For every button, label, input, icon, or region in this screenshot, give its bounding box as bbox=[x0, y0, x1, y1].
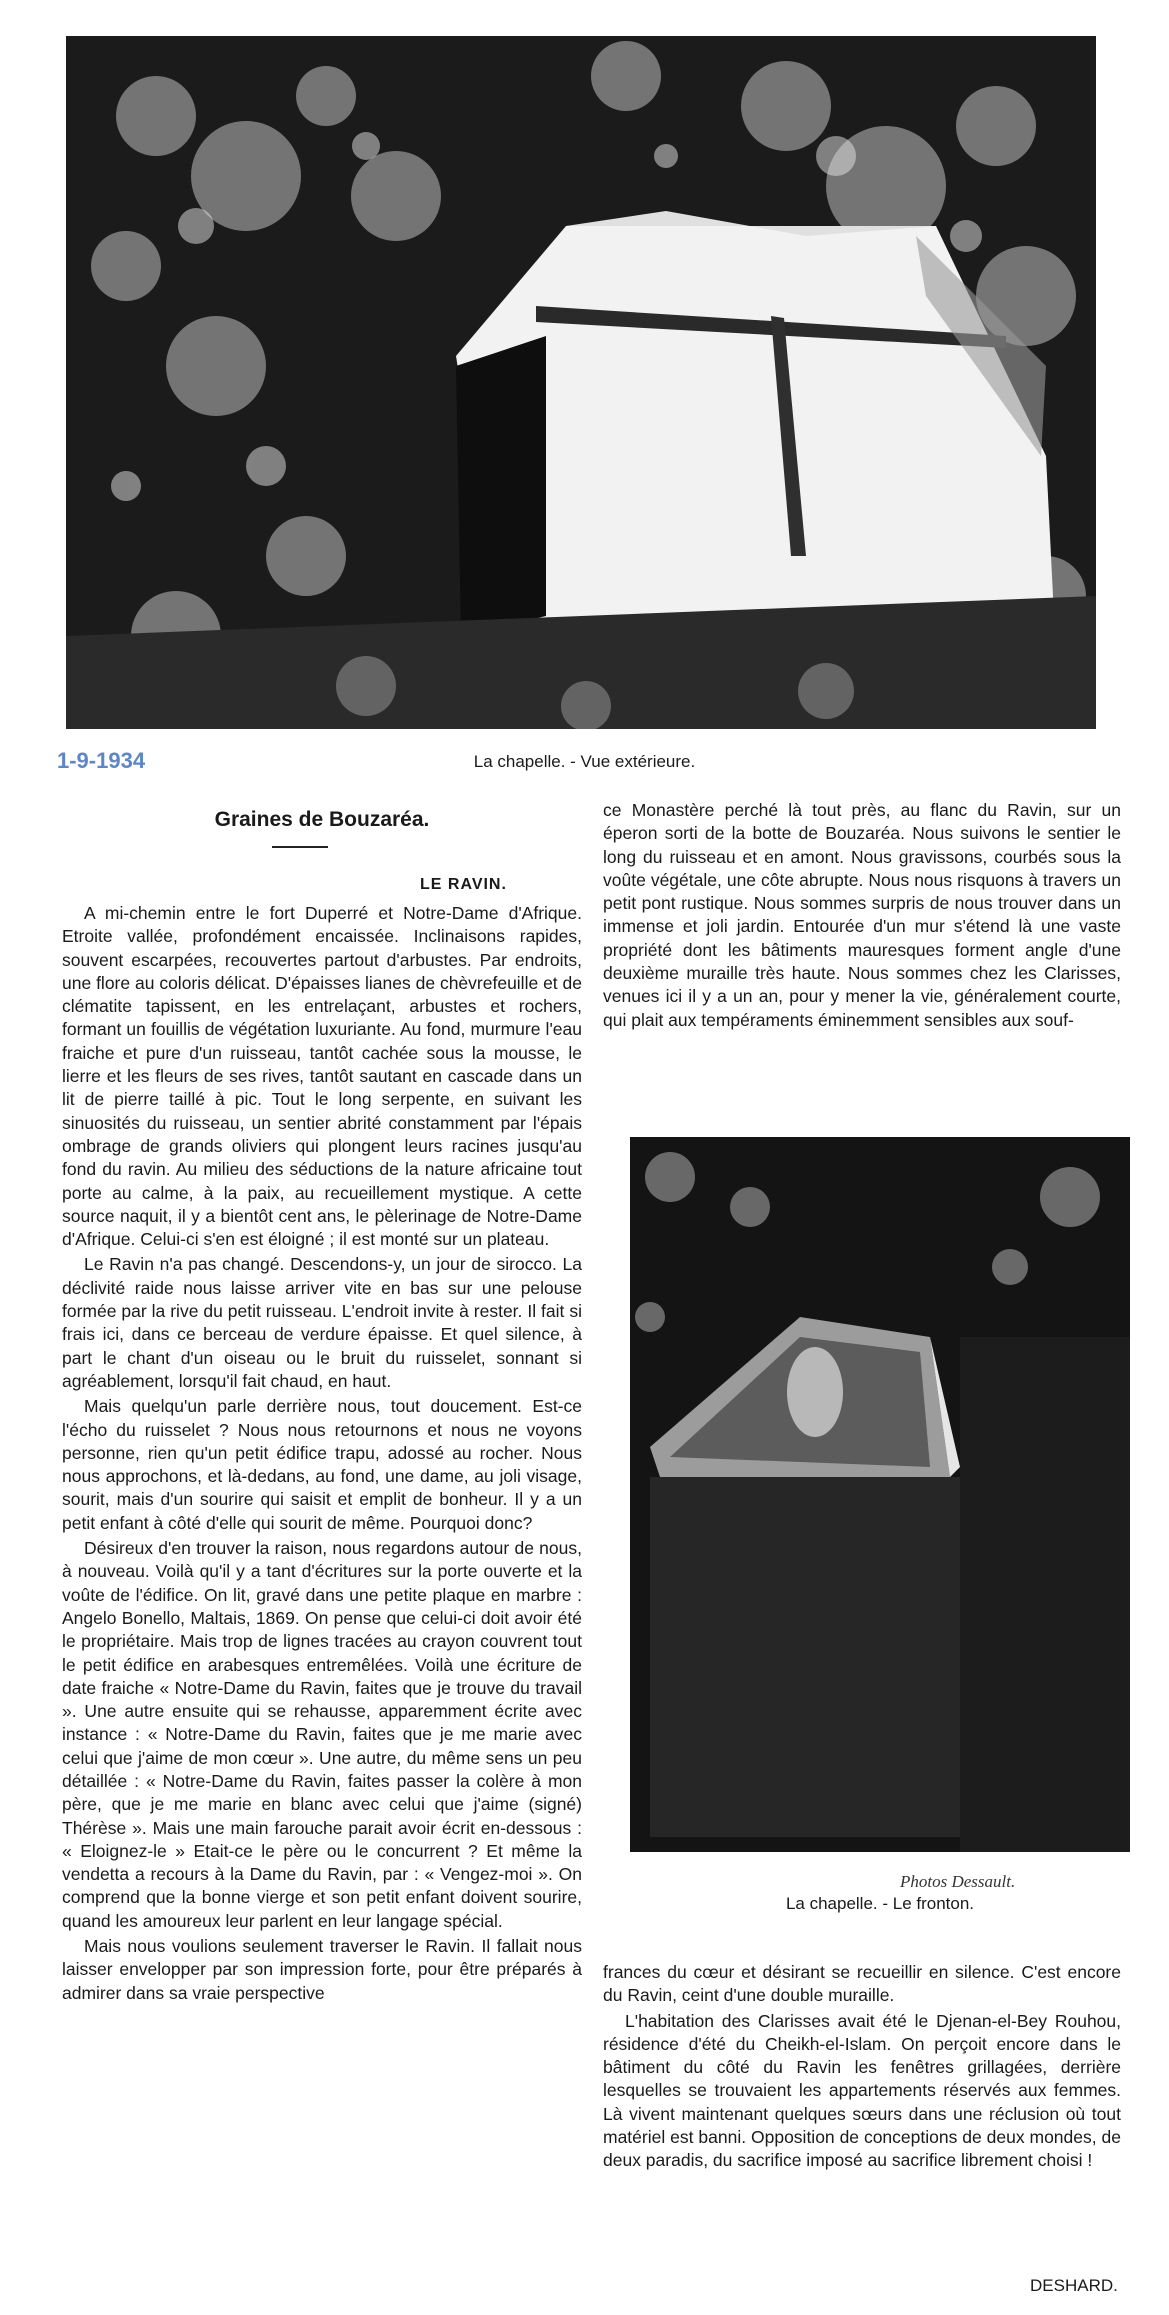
paragraph: A mi-chemin entre le fort Duperré et Notre-Dame d'Afrique. Etroite vallée, profondément encaissée. Inclinaisons rapides, souvent escarpées, recouvertes partout d'arbustes. Par endroits, une flore au coloris délicat. D'épaisses lianes de chèvrefeuille et de clématite tapissent, en les entrelaçant, arbustes et rochers, formant un fouillis de végétation luxuriante. Au fond, murmure l'eau fraiche et pure d'un ruisseau, tantôt cachée sous la mousse, le lierre et les fleurs de ses rives, tantôt sautant en cascade dans un lit de pierre taillé à pic. Tout le long serpente, en suivant les sinuosités du ruisseau, un sentier abrité constamment par l'épais ombrage de grands oliviers qui plongent leurs racines jusqu'au fond du ravin. Au milieu des séductions de la nature africaine tout porte au calme, à la paix, au recueillement mystique. A cette source naquit, il y a bientôt cent ans, le pèlerinage de Notre-Dame d'Afrique. Celui-ci s'en est éloigné ; il est monté sur un plateau. bbox=[62, 903, 582, 1250]
article-title: Graines de Bouzaréa. bbox=[214, 808, 430, 831]
paragraph: frances du cœur et désirant se recueillir en silence. C'est encore du Ravin, ceint d'une double muraille. bbox=[603, 1962, 1121, 2006]
right-text-column-top bbox=[603, 799, 1121, 1034]
paragraph: Désireux d'en trouver la raison, nous regardons autour de nous, à nouveau. Voilà qu'il y a tant d'écritures sur la porte ouverte et la voûte de l'édifice. On lit, gravé dans une petite plaque en marbre : Angelo Bonello, Maltais, 1869. On pense que celui-ci doit avoir été le propriétaire. Mais trop de lignes tracées au crayon couvrent tout le petit édifice en arabesques entremêlées. Voilà une écriture de date fraiche « Notre-Dame du Ravin, faites que je trouve du travail ». Une autre ensuite qui se rehausse, apparemment écrite avec instance : « Notre-Dame du Ravin, faites que je me marie avec celui que j'aime de mon cœur ». Une autre, du même sens un peu détaillée : « Notre-Dame du Ravin, faites passer la colère à mon père, que je me marie en blanc avec celui que j'aime (signé) Thérèse ». Mais une main farouche parait avoir écrit en-dessous : « Eloignez-le » Etait-ce le père ou le concurrent ? Et même la vendetta a recours à la Dame du Ravin, par : « Vengez-moi ». On comprend que la bonne vierge et son petit enfant doivent sourire, quand les amoureux leur parlent en leur langage spécial. bbox=[62, 1538, 582, 1931]
photo-credit: Photos Dessault. bbox=[900, 1872, 1016, 1891]
paragraph: Le Ravin n'a pas changé. Descendons-y, un jour de sirocco. La déclivité raide nous laisse arriver vite en bas sur une pelouse formée par la rive du petit ruisseau. L'endroit invite à rester. Il fait si frais ici, dans ce berceau de verdure épaisse. Et quel silence, à part le chant d'un oiseau ou le bruit du ruisselet, sonnant si agréablement, lorsqu'il fait chaud, en haut. bbox=[62, 1254, 582, 1391]
author-signature: DESHARD. bbox=[1030, 2276, 1118, 2295]
paragraph: Mais quelqu'un parle derrière nous, tout doucement. Est-ce l'écho du ruisselet ? Nous nous retournons et nous ne voyons personne, rien qu'un petit édifice trapu, adossé au rocher. Nous nous approchons, et là-dedans, au fond, une dame, au joli visage, sourit, mais d'un sourire qui saisit et emplit de bonheur. Il y a un petit enfant à côté d'elle qui sourit de même. Pourquoi donc? bbox=[62, 1396, 582, 1533]
photo-caption-exterior: La chapelle. - Vue extérieure. bbox=[473, 752, 696, 771]
paragraph: ce Monastère perché là tout près, au flanc du Ravin, sur un éperon sorti de la botte de Bouzaréa. Nous suivons le sentier le long du ruisseau et en amont. Nous gravissons, courbés sous la voûte végétale, une côte abrupte. Nous nous risquons à travers un petit pont rustique. Nous sommes surpris de nous trouver dans un immense et joli jardin. Entourée d'un mur s'étend là une vaste propriété dont les bâtiments mauresques forment angle d'une deuxième muraille très haute. Nous sommes chez les Clarisses, venues ici il y a un an, pour y mener la vie, généralement courte, qui plait aux tempéraments éminemment sensibles aux souf- bbox=[603, 800, 1121, 1030]
section-subtitle: LE RAVIN. bbox=[420, 876, 507, 893]
paragraph: Mais nous voulions seulement traverser le Ravin. Il fallait nous laisser envelopper par son impression forte, pour être préparés à admirer dans sa vraie perspective bbox=[62, 1936, 582, 2003]
date-stamp: 1-9-1934 bbox=[57, 748, 146, 773]
photo-caption-pediment: La chapelle. - Le fronton. bbox=[785, 1894, 975, 1913]
chapel-exterior-image bbox=[66, 36, 1096, 729]
chapel-exterior-photo bbox=[66, 36, 1096, 729]
chapel-pediment-image bbox=[630, 1137, 1130, 1852]
title-divider bbox=[272, 846, 328, 848]
right-text-column-bottom bbox=[603, 1961, 1121, 2175]
paragraph: L'habitation des Clarisses avait été le Djenan-el-Bey Rouhou, résidence d'été du Cheikh-el-Islam. On perçoit encore dans le bâtiment du côté du Ravin les fenêtres grillagées, derrière lesquelles se trouvaient les appartements réservés aux femmes. Là vivent maintenant quelques sœurs dans une réclusion où tout matériel est banni. Opposition de conceptions de deux mondes, de deux paradis, du sacrifice imposé au sacrifice librement choisi ! bbox=[603, 2010, 1121, 2171]
left-text-column bbox=[62, 902, 582, 2007]
chapel-pediment-photo bbox=[630, 1137, 1130, 1852]
